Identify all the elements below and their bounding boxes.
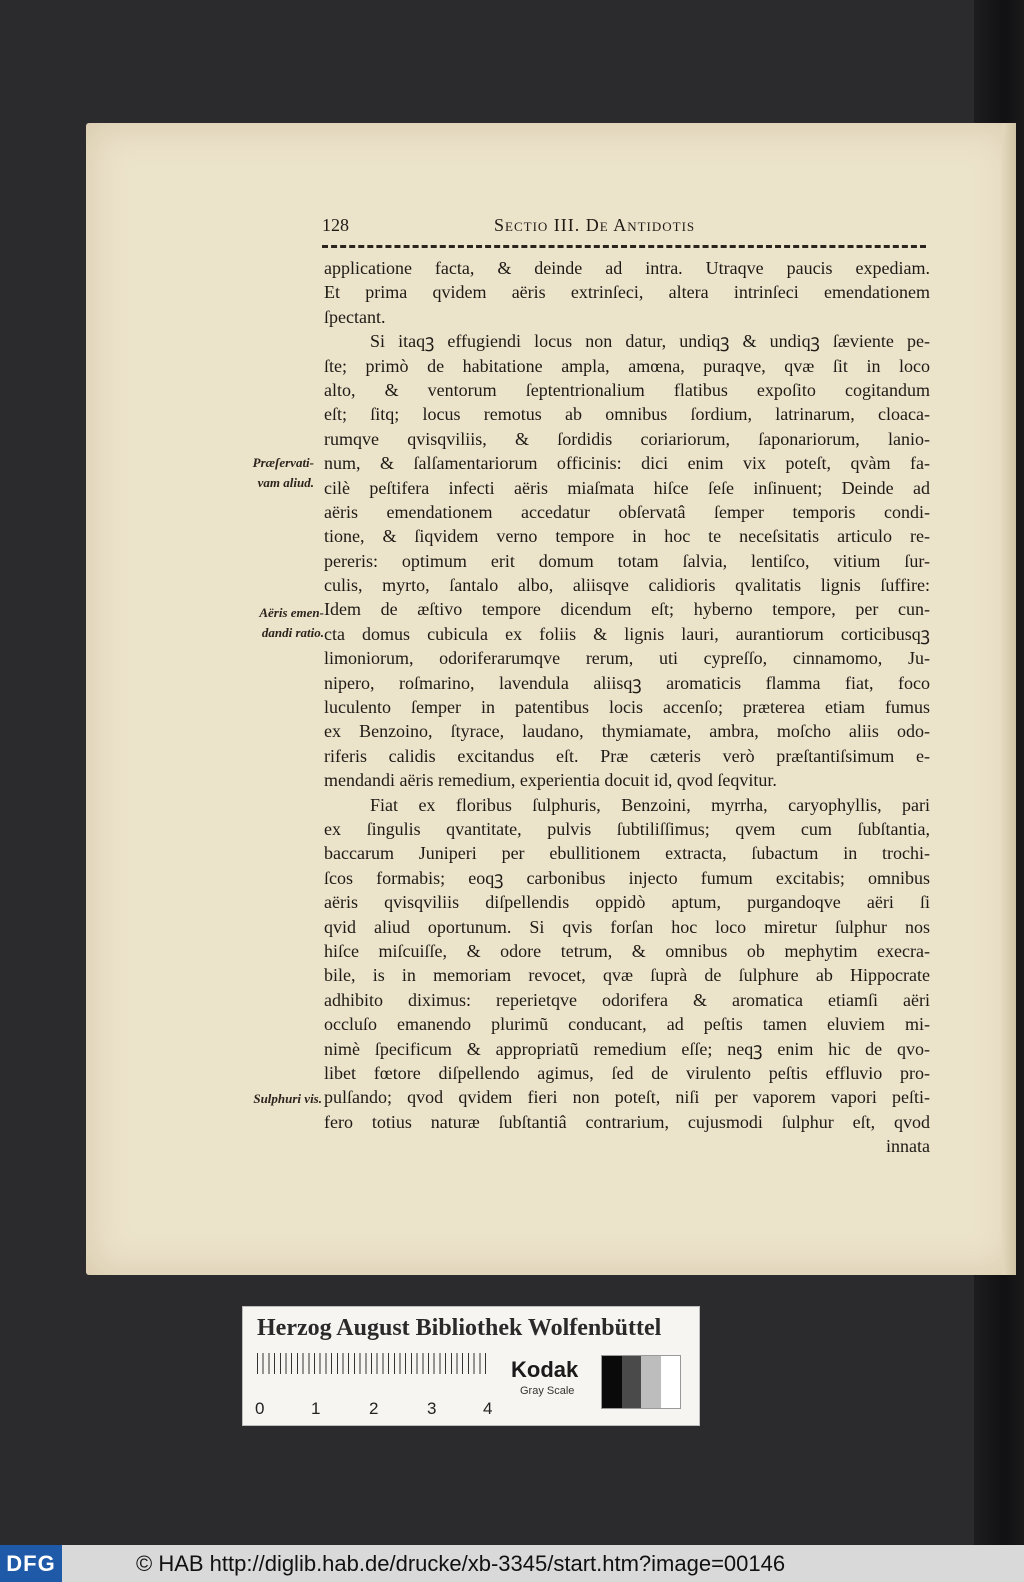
text-line: nimè ſpecificum & appropriatũ remedium eſſe; neqꝫ enim hic de qvo- (324, 1038, 930, 1059)
text-line: adhibito diximus: reperietqve odorifera & aromatica etiamſi aëri (324, 989, 930, 1010)
book-page (86, 123, 1016, 1275)
ruler-number: 4 (483, 1399, 493, 1418)
page-header (322, 215, 922, 239)
text-line: mendandi aëris remedium, experientia docuit id, qvod ſeqvitur. (324, 770, 777, 791)
margin-note-line: Aëris emen- (259, 605, 324, 620)
margin-note-line: vam aliud. (257, 475, 314, 490)
text-line: alto, & ventorum ſeptentrionalium flatibus expoſito cogitandum (324, 379, 930, 400)
page-number: 128 (322, 215, 349, 235)
swatch (602, 1356, 622, 1408)
text-line: qvid aliud oportunum. Si qvis forſan hoc loco miretur ſulphur nos (324, 916, 930, 937)
ruler-scale (255, 1353, 493, 1418)
library-name: Herzog August Bibliothek Wolfenbüttel (257, 1315, 662, 1341)
text-line: cta domus cubicula ex foliis & lignis lauri, aurantiorum corticibusqꝫ (324, 623, 930, 644)
text-line: aëris qvisqviliis diſpellendis oppidò aptum, purgandoqve aëri ſi (324, 892, 930, 913)
text-line: baccarum Juniperi per ebullitionem extracta, ſubactum in trochi- (324, 843, 930, 864)
swatch (622, 1356, 642, 1408)
catchword: innata (886, 1136, 930, 1157)
text-line: ſpectant. (324, 306, 386, 327)
text-line: num, & ſalſamentariorum officinis: dici enim vix poteſt, qvàm fa- (324, 453, 930, 474)
text-line: eſt; ſitq; locus remotus ab omnibus ſordium, latrinarum, cloaca- (324, 404, 930, 425)
text-line: Si itaqꝫ effugiendi locus non datur, undiqꝫ & undiqꝫ ſæviente pe- (370, 331, 930, 352)
ruler-number: 1 (311, 1399, 321, 1418)
swatch (641, 1356, 661, 1408)
body-text (324, 256, 930, 1158)
text-line: ſte; primò de habitatione ampla, amœna, puraqve, qvæ ſit in loco (324, 355, 930, 376)
text-line: tione, & ſiqvidem verno tempore in hoc te neceſsitatis articulo re- (324, 526, 930, 547)
text-line: bile, is in memoriam revocet, qvæ ſuprà de ſulphure ab Hippocrate (324, 965, 930, 986)
header-rule (322, 245, 926, 248)
margin-note-line: Præſervati- (252, 455, 314, 470)
swatch (661, 1356, 681, 1408)
footer-bar (0, 1545, 1024, 1582)
text-line: fero totius naturæ ſubſtantiâ contrarium, cujusmodi ſulphur eſt, qvod (324, 1111, 930, 1132)
kodak-logo: Kodak (511, 1357, 579, 1382)
ruler-number: 3 (427, 1399, 437, 1418)
margin-note-preservative (218, 453, 314, 493)
text-line: hiſce miſcuiſſe, & odore tetrum, & omnibus ob mephytim execra- (324, 940, 930, 961)
text-line: Idem de æſtivo tempore dicendum eſt; hyberno tempore, per cun- (324, 599, 930, 620)
margin-note-line: dandi ratio. (261, 625, 324, 640)
text-line: ex ſingulis qvantitate, pulvis ſubtiliſſimus; qvem cum ſubſtantia, (324, 818, 930, 839)
margin-note-line: Sulphuri vis. (253, 1091, 322, 1106)
margin-note-sulphur (226, 1089, 322, 1109)
text-line: culis, myrto, ſantalo albo, aliisqve calidioris qvalitatis lignis ſuffire: (324, 575, 930, 596)
text-line: cilè peſtifera infecti aëris miaſmata hiſce ſeſe inſinuent; Deinde ad (324, 477, 930, 498)
ruler-number: 0 (255, 1399, 265, 1418)
color-target-card (242, 1306, 700, 1426)
text-line: luculento ſemper in patentibus locis accenſo; præterea etiam fumus (324, 697, 930, 718)
margin-note-air (218, 603, 324, 643)
text-line: applicatione facta, & deinde ad intra. Utraqve paucis expediam. (324, 258, 930, 278)
text-line: ex Benzoino, ſtyrace, laudano, thymiamate, ambra, moſcho aliis odo- (324, 721, 930, 742)
grayscale-label: Gray Scale (520, 1385, 575, 1397)
text-line: aëris emendationem accedatur obſervatâ ſemper temporis condi- (324, 501, 930, 522)
gray-swatches (601, 1355, 681, 1409)
text-line: pereris: optimum erit domum totam ſalvia, lentiſco, vitium ſur- (324, 550, 930, 571)
ruler-number: 2 (369, 1399, 379, 1418)
text-line: nipero, roſmarino, lavendula aliisqꝫ aromaticis flamma fiat, foco (324, 672, 930, 693)
text-line: pulſando; qvod qvidem fieri non poteſt, niſi per vaporem vapori peſti- (324, 1087, 930, 1108)
copyright-link[interactable]: © HAB http://diglib.hab.de/drucke/xb-3345/start.htm?image=00146 (136, 1551, 786, 1576)
text-line: occluſo emanendo plurimũ conducant, ad peſtis tamen eluviem mi- (324, 1014, 930, 1035)
text-line: libet fœtore diſpellendo agimus, ſed de virulento peſtis effluvio pro- (324, 1062, 930, 1083)
page-edge (1002, 123, 1016, 1275)
running-head: Sectio III. De Antidotis (494, 215, 696, 235)
text-line: ſcos formabis; eoqꝫ carbonibus injecto fumum excitabis; omnibus (324, 867, 930, 888)
text-line: limoniorum, odoriferarumqve rerum, uti cypreſſo, cinnamomo, Ju- (324, 648, 930, 669)
dfg-logo: DFG (0, 1545, 62, 1582)
text-line: rumqve qvisqviliis, & ſordidis coriariorum, ſaponariorum, lanio- (324, 428, 930, 449)
text-line: Et prima qvidem aëris extrinſeci, altera intrinſeci emendationem (324, 282, 930, 303)
ruler-ticks (257, 1353, 489, 1388)
text-line: riferis calidis excitandus eſt. Præ cæteris verò præſtantiſsimum e- (324, 745, 930, 766)
text-line: Fiat ex floribus ſulphuris, Benzoini, myrrha, caryophyllis, pari (370, 794, 930, 815)
